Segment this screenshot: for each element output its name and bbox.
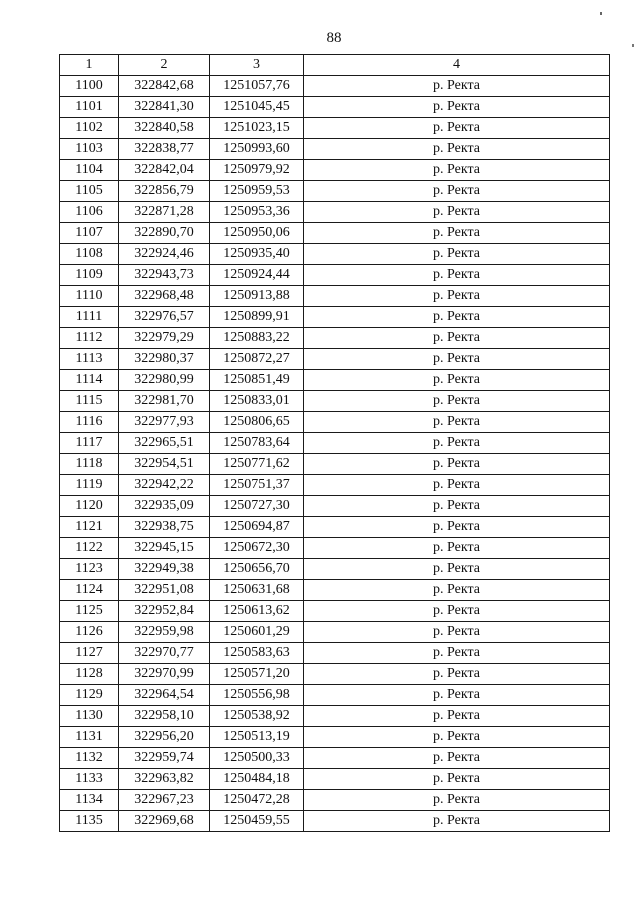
scan-mark	[632, 44, 634, 47]
x-coordinate-cell: 322956,20	[119, 727, 210, 748]
y-coordinate-cell: 1250953,36	[210, 202, 304, 223]
y-coordinate-cell: 1251023,15	[210, 118, 304, 139]
x-coordinate-cell: 322958,10	[119, 706, 210, 727]
table-row	[60, 349, 610, 370]
table-row	[60, 811, 610, 832]
object-name-cell: р. Ректа	[304, 118, 610, 139]
table-row	[60, 265, 610, 286]
y-coordinate-cell: 1250484,18	[210, 769, 304, 790]
point-number-cell: 1133	[60, 769, 119, 790]
object-name-cell: р. Ректа	[304, 454, 610, 475]
object-name-cell: р. Ректа	[304, 160, 610, 181]
y-coordinate-cell: 1250872,27	[210, 349, 304, 370]
y-coordinate-cell: 1250556,98	[210, 685, 304, 706]
table-row	[60, 202, 610, 223]
x-coordinate-cell: 322842,04	[119, 160, 210, 181]
y-coordinate-cell: 1250851,49	[210, 370, 304, 391]
object-name-cell: р. Ректа	[304, 265, 610, 286]
object-name-cell: р. Ректа	[304, 202, 610, 223]
object-name-cell: р. Ректа	[304, 244, 610, 265]
table-row	[60, 475, 610, 496]
object-name-cell: р. Ректа	[304, 328, 610, 349]
y-coordinate-cell: 1250924,44	[210, 265, 304, 286]
x-coordinate-cell: 322924,46	[119, 244, 210, 265]
point-number-cell: 1100	[60, 76, 119, 97]
object-name-cell: р. Ректа	[304, 391, 610, 412]
table-row	[60, 181, 610, 202]
point-number-cell: 1110	[60, 286, 119, 307]
y-coordinate-cell: 1250935,40	[210, 244, 304, 265]
table-row	[60, 412, 610, 433]
object-name-cell: р. Ректа	[304, 685, 610, 706]
point-number-cell: 1109	[60, 265, 119, 286]
x-coordinate-cell: 322840,58	[119, 118, 210, 139]
object-name-cell: р. Ректа	[304, 475, 610, 496]
x-coordinate-cell: 322979,29	[119, 328, 210, 349]
table-row	[60, 160, 610, 181]
table-row	[60, 76, 610, 97]
x-coordinate-cell: 322842,68	[119, 76, 210, 97]
table-row	[60, 223, 610, 244]
y-coordinate-cell: 1250833,01	[210, 391, 304, 412]
object-name-cell: р. Ректа	[304, 559, 610, 580]
x-coordinate-cell: 322949,38	[119, 559, 210, 580]
x-coordinate-cell: 322938,75	[119, 517, 210, 538]
x-coordinate-cell: 322942,22	[119, 475, 210, 496]
x-coordinate-cell: 322871,28	[119, 202, 210, 223]
point-number-cell: 1125	[60, 601, 119, 622]
y-coordinate-cell: 1250472,28	[210, 790, 304, 811]
point-number-cell: 1124	[60, 580, 119, 601]
page-number: 88	[326, 30, 342, 46]
table-row	[60, 307, 610, 328]
x-coordinate-cell: 322959,98	[119, 622, 210, 643]
point-number-cell: 1117	[60, 433, 119, 454]
table-body	[60, 76, 610, 832]
point-number-cell: 1120	[60, 496, 119, 517]
y-coordinate-cell: 1251057,76	[210, 76, 304, 97]
table-row	[60, 370, 610, 391]
object-name-cell: р. Ректа	[304, 286, 610, 307]
object-name-cell: р. Ректа	[304, 223, 610, 244]
table-row	[60, 685, 610, 706]
table-row	[60, 286, 610, 307]
table-header-row	[60, 55, 610, 76]
x-coordinate-cell: 322952,84	[119, 601, 210, 622]
x-coordinate-cell: 322977,93	[119, 412, 210, 433]
object-name-cell: р. Ректа	[304, 181, 610, 202]
x-coordinate-cell: 322951,08	[119, 580, 210, 601]
x-coordinate-cell: 322980,99	[119, 370, 210, 391]
x-coordinate-cell: 322945,15	[119, 538, 210, 559]
y-coordinate-cell: 1250500,33	[210, 748, 304, 769]
point-number-cell: 1134	[60, 790, 119, 811]
point-number-cell: 1114	[60, 370, 119, 391]
x-coordinate-cell: 322969,68	[119, 811, 210, 832]
x-coordinate-cell: 322970,99	[119, 664, 210, 685]
scan-mark	[600, 12, 602, 15]
table-row	[60, 664, 610, 685]
y-coordinate-cell: 1250899,91	[210, 307, 304, 328]
point-number-cell: 1106	[60, 202, 119, 223]
point-number-cell: 1105	[60, 181, 119, 202]
object-name-cell: р. Ректа	[304, 643, 610, 664]
object-name-cell: р. Ректа	[304, 601, 610, 622]
table-row	[60, 643, 610, 664]
object-name-cell: р. Ректа	[304, 664, 610, 685]
y-coordinate-cell: 1250913,88	[210, 286, 304, 307]
y-coordinate-cell: 1250979,92	[210, 160, 304, 181]
point-number-cell: 1129	[60, 685, 119, 706]
column-header-3: 3	[210, 55, 304, 76]
x-coordinate-cell: 322980,37	[119, 349, 210, 370]
x-coordinate-cell: 322841,30	[119, 97, 210, 118]
column-header-4: 4	[304, 55, 610, 76]
object-name-cell: р. Ректа	[304, 76, 610, 97]
point-number-cell: 1119	[60, 475, 119, 496]
point-number-cell: 1111	[60, 307, 119, 328]
table-row	[60, 538, 610, 559]
object-name-cell: р. Ректа	[304, 97, 610, 118]
table-row	[60, 706, 610, 727]
y-coordinate-cell: 1250601,29	[210, 622, 304, 643]
x-coordinate-cell: 322963,82	[119, 769, 210, 790]
point-number-cell: 1115	[60, 391, 119, 412]
table-row	[60, 559, 610, 580]
column-header-1: 1	[60, 55, 119, 76]
x-coordinate-cell: 322965,51	[119, 433, 210, 454]
point-number-cell: 1132	[60, 748, 119, 769]
table-row	[60, 244, 610, 265]
table-row	[60, 454, 610, 475]
y-coordinate-cell: 1250538,92	[210, 706, 304, 727]
y-coordinate-cell: 1250459,55	[210, 811, 304, 832]
x-coordinate-cell: 322968,48	[119, 286, 210, 307]
table-row	[60, 496, 610, 517]
point-number-cell: 1104	[60, 160, 119, 181]
y-coordinate-cell: 1250613,62	[210, 601, 304, 622]
x-coordinate-cell: 322970,77	[119, 643, 210, 664]
y-coordinate-cell: 1250959,53	[210, 181, 304, 202]
point-number-cell: 1123	[60, 559, 119, 580]
coordinates-table	[59, 54, 610, 832]
table-row	[60, 139, 610, 160]
object-name-cell: р. Ректа	[304, 811, 610, 832]
x-coordinate-cell: 322959,74	[119, 748, 210, 769]
object-name-cell: р. Ректа	[304, 727, 610, 748]
point-number-cell: 1103	[60, 139, 119, 160]
y-coordinate-cell: 1250783,64	[210, 433, 304, 454]
x-coordinate-cell: 322981,70	[119, 391, 210, 412]
point-number-cell: 1116	[60, 412, 119, 433]
y-coordinate-cell: 1251045,45	[210, 97, 304, 118]
y-coordinate-cell: 1250571,20	[210, 664, 304, 685]
table-row	[60, 580, 610, 601]
point-number-cell: 1126	[60, 622, 119, 643]
x-coordinate-cell: 322935,09	[119, 496, 210, 517]
table-row	[60, 601, 610, 622]
point-number-cell: 1121	[60, 517, 119, 538]
object-name-cell: р. Ректа	[304, 538, 610, 559]
point-number-cell: 1128	[60, 664, 119, 685]
point-number-cell: 1135	[60, 811, 119, 832]
point-number-cell: 1102	[60, 118, 119, 139]
x-coordinate-cell: 322954,51	[119, 454, 210, 475]
object-name-cell: р. Ректа	[304, 790, 610, 811]
object-name-cell: р. Ректа	[304, 139, 610, 160]
column-header-2: 2	[119, 55, 210, 76]
object-name-cell: р. Ректа	[304, 412, 610, 433]
x-coordinate-cell: 322943,73	[119, 265, 210, 286]
y-coordinate-cell: 1250806,65	[210, 412, 304, 433]
object-name-cell: р. Ректа	[304, 769, 610, 790]
object-name-cell: р. Ректа	[304, 433, 610, 454]
object-name-cell: р. Ректа	[304, 349, 610, 370]
point-number-cell: 1112	[60, 328, 119, 349]
table-row	[60, 622, 610, 643]
y-coordinate-cell: 1250771,62	[210, 454, 304, 475]
y-coordinate-cell: 1250883,22	[210, 328, 304, 349]
object-name-cell: р. Ректа	[304, 370, 610, 391]
point-number-cell: 1122	[60, 538, 119, 559]
table-row	[60, 517, 610, 538]
object-name-cell: р. Ректа	[304, 307, 610, 328]
object-name-cell: р. Ректа	[304, 748, 610, 769]
table-row	[60, 118, 610, 139]
point-number-cell: 1127	[60, 643, 119, 664]
y-coordinate-cell: 1250993,60	[210, 139, 304, 160]
x-coordinate-cell: 322964,54	[119, 685, 210, 706]
point-number-cell: 1108	[60, 244, 119, 265]
table-row	[60, 328, 610, 349]
table-row	[60, 433, 610, 454]
y-coordinate-cell: 1250694,87	[210, 517, 304, 538]
point-number-cell: 1131	[60, 727, 119, 748]
table-row	[60, 769, 610, 790]
point-number-cell: 1101	[60, 97, 119, 118]
point-number-cell: 1107	[60, 223, 119, 244]
object-name-cell: р. Ректа	[304, 622, 610, 643]
y-coordinate-cell: 1250631,68	[210, 580, 304, 601]
x-coordinate-cell: 322838,77	[119, 139, 210, 160]
object-name-cell: р. Ректа	[304, 580, 610, 601]
table-row	[60, 790, 610, 811]
x-coordinate-cell: 322856,79	[119, 181, 210, 202]
point-number-cell: 1130	[60, 706, 119, 727]
x-coordinate-cell: 322967,23	[119, 790, 210, 811]
object-name-cell: р. Ректа	[304, 706, 610, 727]
y-coordinate-cell: 1250672,30	[210, 538, 304, 559]
x-coordinate-cell: 322890,70	[119, 223, 210, 244]
point-number-cell: 1113	[60, 349, 119, 370]
table-row	[60, 391, 610, 412]
y-coordinate-cell: 1250583,63	[210, 643, 304, 664]
y-coordinate-cell: 1250950,06	[210, 223, 304, 244]
table-row	[60, 748, 610, 769]
point-number-cell: 1118	[60, 454, 119, 475]
table-row	[60, 727, 610, 748]
y-coordinate-cell: 1250656,70	[210, 559, 304, 580]
object-name-cell: р. Ректа	[304, 496, 610, 517]
x-coordinate-cell: 322976,57	[119, 307, 210, 328]
object-name-cell: р. Ректа	[304, 517, 610, 538]
y-coordinate-cell: 1250751,37	[210, 475, 304, 496]
table-row	[60, 97, 610, 118]
y-coordinate-cell: 1250513,19	[210, 727, 304, 748]
y-coordinate-cell: 1250727,30	[210, 496, 304, 517]
